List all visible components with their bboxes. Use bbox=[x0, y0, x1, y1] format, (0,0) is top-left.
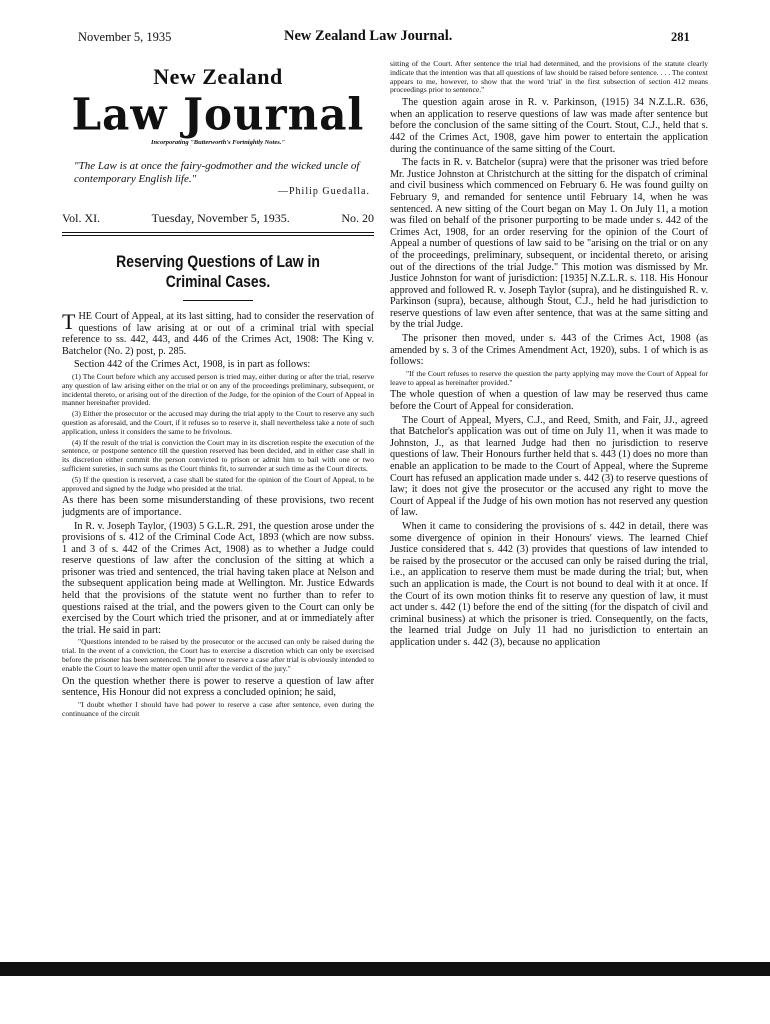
issue-rule-thin bbox=[62, 235, 374, 236]
quoted-paragraph: "Questions intended to be raised by the prosecutor or the accused can only be raised during the trial. In the event of a conviction, the Court has to exercise a discretion which can only be exercised before the prisoner has been sentenced. The power to reserve a case after trial is obviously intended to enable the Court to leave the matter open until after the verdict of the jury." bbox=[62, 637, 374, 673]
body-paragraph: As there has been some misunderstanding of these provisions, two recent judgments are of importance. bbox=[62, 495, 374, 518]
body-paragraph: On the question whether there is power to reserve a question of law after sentence, His Honour did not express a concluded opinion; he said, bbox=[62, 675, 374, 699]
masthead-line2: Law Journal bbox=[71, 88, 365, 141]
issue-volume: Vol. XI. bbox=[62, 211, 101, 225]
left-column bbox=[62, 56, 374, 718]
quoted-paragraph: "I doubt whether I should have had power to reserve a case after sentence, even during the continuance of the circuit bbox=[62, 699, 374, 718]
body-paragraph: The prisoner then moved, under s. 443 of the Crimes Act, 1908 (as amended by s. 3 of the Crimes Amendment Act, 1920), subs. 1 of which is as follows: bbox=[390, 333, 708, 368]
issue-rule bbox=[62, 232, 374, 233]
body-paragraph: THE Court of Appeal, at its last sitting, had to consider the reservation of questions of law arising at or out of a criminal trial with special reference to ss. 442, 443, and 446 of the Crimes Act, 1908: The King v. Batchelor (No. 2) post, p. 285. bbox=[62, 309, 374, 357]
right-body bbox=[390, 60, 708, 649]
body-paragraph: Section 442 of the Crimes Act, 1908, is in part as follows: bbox=[74, 359, 311, 371]
masthead-quote: "The Law is at once the fairy-godmother and the wicked uncle of contemporary English life." bbox=[74, 160, 360, 185]
body-paragraph: In R. v. Joseph Taylor, (1903) 5 G.L.R. 291, the question arose under the provisions of s. 412 of the Criminal Code Act, 1893 (which are now subss. 1 and 3 of s. 442 of the Crimes Act, 1908) as to whether a Judge could reserve questions of law after the conclusion of the sitting at which a prisoner was tried and sentenced, the trial having taken place at Nelson and the subsequent application being made at Wellington. Mr. Justice Edwards held that the provisions of the statute went no further than to refer to questions raised at the trial, and the powers given to the Court can only be exercised by the Court which tried the prisoner, and at or immediately after the trial. He said in part: bbox=[62, 520, 374, 636]
body-paragraph: The facts in R. v. Batchelor (supra) were that the prisoner was tried before Mr. Justice Johnston at Christchurch at the sitting for the dispatch of criminal and civil business which commenced on February 6. He was found guilty on February 9, and remanded for sentence until February 14, when he was sentenced. A new sitting of the Court began on May 1. On July 11, a motion was filed on behalf of the prisoner purporting to be made under s. 442 of the Crimes Act, 1908, for an order reserving for the opinion of the Court of Appeal a number of questions of law said to be "arising on the trial or on any of the proceedings, preliminary, subsequent, or incidental thereto, or arising out of the directions of the trial Judge." This motion was dismissed by Mr. Justice Johnston for want of jurisdiction: [1935] N.Z.L.R. s. 118. His Honour approved and followed R. v. Joseph Taylor (supra), and he distinguished R. v. Parkinson (supra), because, although Stout, C.J., held he had jurisdiction to reserve questions of law even after sentence, that was at the same sitting and by the trial Judge. bbox=[390, 157, 708, 331]
body-paragraph: The question again arose in R. v. Parkinson, (1915) 34 N.Z.L.R. 636, when an application to reserve questions of law was made after sentence but before the conclusion of the same sitting of the Court. Stout, C.J., held that s. 442 of the Crimes Act, 1908, gave him power to entertain the application during the continuance of the same sitting of the Court. bbox=[390, 97, 708, 155]
issue-line bbox=[62, 211, 374, 228]
header-page-number: 281 bbox=[671, 30, 690, 44]
issue-number: No. 20 bbox=[341, 211, 374, 225]
issue-date: Tuesday, November 5, 1935. bbox=[151, 211, 290, 225]
article-title: Reserving Questions of Law in Criminal Cases. bbox=[116, 252, 320, 291]
quoted-paragraph: (4) If the result of the trial is conviction the Court may in its discretion respite the execution of the sentence, or postpone sentence till the question reserved has been decided, and in either case shall in its discretion either commit the person convicted to prison or admit him to bail with one or two sufficient sureties, in such sums as the Court thinks fit, to surrender at such time as the Court directs. bbox=[62, 437, 374, 473]
masthead-attribution: —Philip Guedalla. bbox=[278, 186, 370, 197]
right-column bbox=[390, 58, 708, 649]
left-body bbox=[62, 311, 374, 718]
body-paragraph: The whole question of when a question of law may be reserved thus came before the Court of Appeal for consideration. bbox=[390, 389, 708, 413]
quoted-paragraph: sitting of the Court. After sentence the trial had determined, and the provisions of the statute clearly indicate that the intention was that all questions of law should be raised before sentence. . . . The context appears to me, however, to show that the word 'trial' in the first subsection of section 412 means proceedings prior to sentence." bbox=[390, 59, 708, 95]
body-paragraph: When it came to considering the provisions of s. 442 in detail, there was some divergence of opinion in their Honours' views. The learned Chief Justice considered that s. 442 (3) provides that questions of law intended to be raised by the prosecutor or the accused can only be raised during the trial, i.e., an application to reserve them must be made during the trial; but, when such an application is made, the Court is not bound to deal with it at once. If the Court of its own motion thinks fit to reserve any question of law, it must act under s. 442 (1) before the end of the sitting (for the dispatch of civil and criminal business) at which the prisoner is tried. Consequently, on the facts, the learned trial Judge on July 11 had no jurisdiction to entertain an application under s. 442 (3), because no application bbox=[390, 520, 708, 648]
quoted-paragraph: (1) The Court before which any accused person is tried may, either during or after the trial, reserve any question of law arising either on the trial or on any of the proceedings preliminary, subsequent, or incidental thereto, or arising out of the direction of the Judge, for the opinion of the Court of Appeal in manner hereinafter provided. bbox=[62, 371, 374, 408]
body-paragraph: The Court of Appeal, Myers, C.J., and Reed, Smith, and Fair, JJ., agreed that Batchelor's application was out of time on July 11, when it was made to Johnston, J., as that learned Judge had then no jurisdiction to reserve questions of law. Their Honours further held that s. 443 (1) does no more than enable an application to be made to the Court of Appeal, where the Supreme Court has refused an application made under s. 442 (3) to reserve questions of law; it does not give the prosecutor or the accused any right to move the Court of Appeal if the Judge of his own motion has not reserved any question of law. bbox=[390, 414, 708, 519]
header-date: November 5, 1935 bbox=[78, 30, 172, 44]
bottom-scan-bar bbox=[0, 962, 770, 976]
quoted-paragraph: (3) Either the prosecutor or the accused may during the trial apply to the Court to reserve any such question as aforesaid, and the Court, if it refuses so to reserve it, shall nevertheless take a note of such application, unless it considers the same to be frivolous. bbox=[62, 409, 374, 436]
quoted-paragraph: "If the Court refuses to reserve the question the party applying may move the Court of Appeal for leave to appeal as hereinafter provided." bbox=[390, 368, 708, 387]
masthead-incorporating: Incorporating "Butterworth's Fortnightly Notes." bbox=[151, 139, 285, 146]
quoted-paragraph: (5) If the question is reserved, a case shall be stated for the opinion of the Court of Appeal, to be approved and signed by the Judge who presided at the trial. bbox=[62, 474, 374, 493]
masthead-line1: New Zealand bbox=[153, 64, 283, 89]
header-journal-title: New Zealand Law Journal. bbox=[284, 28, 453, 44]
drop-cap: T bbox=[62, 309, 76, 334]
title-rule bbox=[183, 300, 253, 301]
